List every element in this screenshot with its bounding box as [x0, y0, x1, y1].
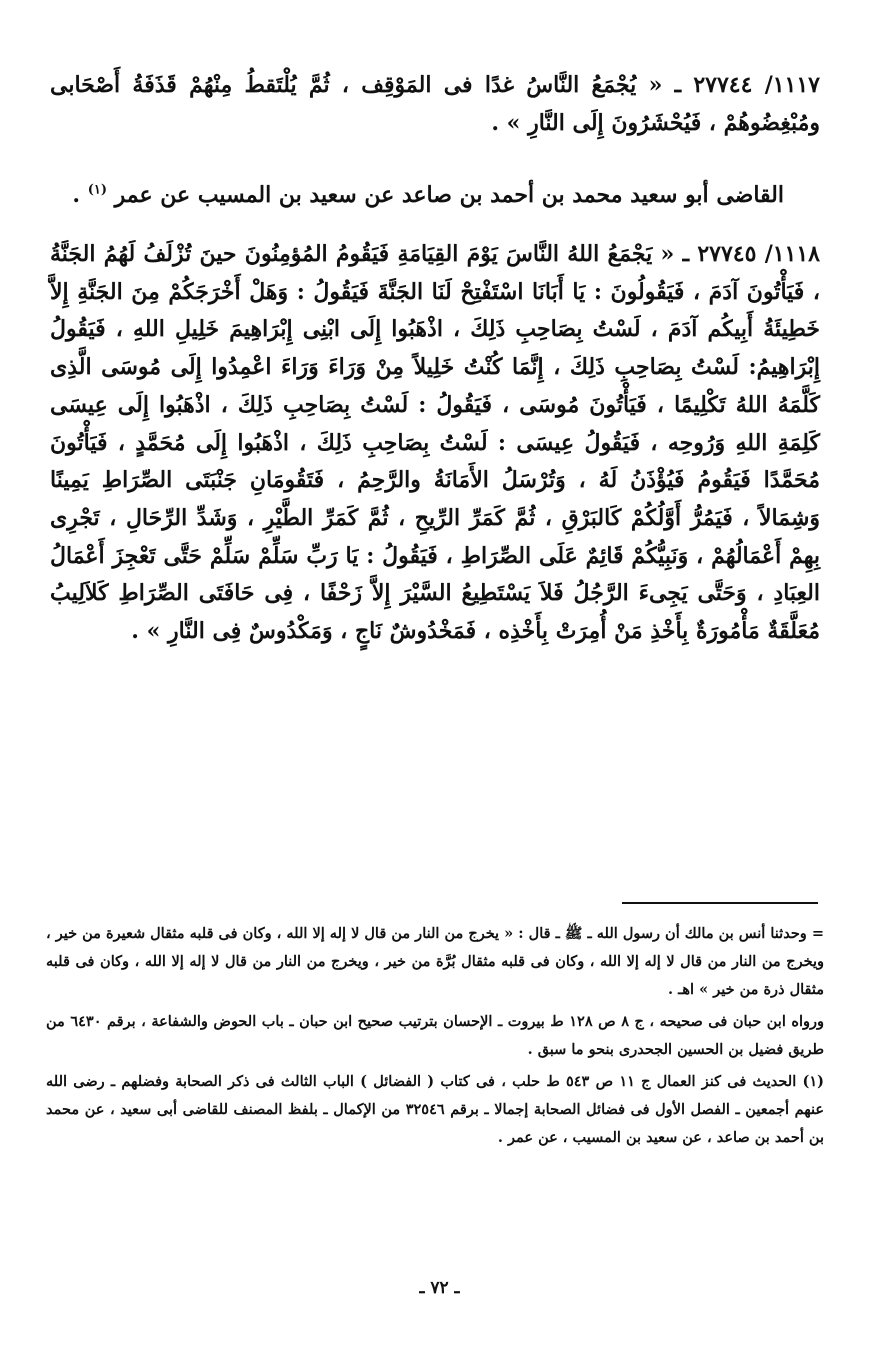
footnote-divider [622, 902, 818, 904]
hadith-1118 [50, 236, 820, 651]
footnotes [46, 920, 824, 1156]
hadith-number: ١١١٧/ ٢٧٧٤٤ ـ [674, 72, 820, 98]
hadith-text: « يُجْمَعُ النَّاسُ غدًا فى المَوْقِف ، ثُمَّ يُلْتَقطُ مِنْهُمْ قَذَفَةُ أَصْحَابى ومُبْغِضُوهُمْ ، فَيُحْشَرُونَ إِلَى النَّارِ » . [50, 72, 820, 136]
hadith-number: ١١١٨/ ٢٧٧٤٥ ـ [682, 241, 820, 267]
hadith-text: « يَجْمَعُ اللهُ النَّاسَ يَوْمَ القِيَامَةِ فَيَقُومُ المُؤمِنُونَ حينَ تُزْلَفُ لَهُمُ الجَنَّةُ ، فَيَأْتُونَ آدَمَ ، فَيَقُولُونَ : يَا أَبَانَا اسْتَفْتِحْ لَنَا الجَنَّةَ فَيَقُولُ : وَهَلْ أَخْرَجَكُمْ مِنَ الجَنَّةِ إِلاَّ خَطِيئَةُ أَبِيكُم آدَمَ ، لَسْتُ بِصَاحِبِ ذَلِكَ ، اذْهَبُوا إِلَى ابْنِى إِبْرَاهِيمَ خَلِيلِ اللهِ ، فَيَقُولُ إِبْرَاهِيمُ: لَسْتُ بِصَاحِبِ ذَلِكَ ، إِنَّمَا كُنْتُ خَلِيلاً مِنْ وَرَاءَ وَرَاءَ اعْمِدُوا إِلَى مُوسَى الَّذِى كَلَّمَهُ اللهُ تَكْلِيمًا ، فَيَأْتُونَ مُوسَى ، فَيَقُولُ : لَسْتُ بِصَاحِبِ ذَلِكَ ، اذْهَبُوا إِلَى عِيسَى كَلِمَةِ اللهِ وَرُوحِه ، فَيَقُولُ عِيسَى : لَسْتُ بِصَاحِبِ ذَلِكَ ، اذْهَبُوا إِلَى مُحَمَّدٍ ، فَيَأْتُونَ مُحَمَّدًا فَيَقُومُ فَيُؤْذَنُ لَهُ ، وَتُرْسَلُ الأَمَانَةُ والرَّحِمُ ، فَتَقُومَانِ جَنْبَتَى الصِّرَاطِ يَمِينًا وَشِمَالاً ، فَيَمُرُّ أَوَّلُكُمْ كَالبَرْقِ ، ثُمَّ كَمَرِّ الرِّيحِ ، ثُمَّ كَمَرِّ الطَّيْرِ ، وَشَدِّ الرِّحَالِ ، تَجْرِى بِهِمْ أَعْمَالُهُمْ ، وَنَبِيُّكُمْ قَائِمٌ عَلَى الصِّرَاطِ ، فَيَقُولُ : يَا رَبِّ سَلِّمْ سَلِّمْ حَتَّى تَعْجِزَ أَعْمَالُ العِبَادِ ، وَحَتَّى يَجِىءَ الرَّجُلُ فَلاَ يَسْتَطِيعُ السَّيْرَ إِلاَّ زَحْفًا ، فِى حَافَتَى الصِّرَاطِ كَلاَلِيبُ مُعَلَّقَةٌ مَأْمُورَةٌ بِأَخْذِ مَنْ أُمِرَتْ بِأَخْذِه ، فَمَخْدُوشٌ نَاجٍ ، وَمَكْدُوسٌ فِى النَّارِ » . [50, 241, 821, 645]
page-number: ـ ٧٢ ـ [419, 1278, 460, 1298]
footnote-reference: (١) [87, 182, 107, 198]
chain-end: . [72, 182, 81, 208]
footnote: = وحدثنا أنس بن مالك أن رسول الله ـ ﷺ ـ قال : « يخرج من النار من قال لا إله إلا الله ، وكان فى قلبه مثقال شعيرة من خير ، ويخرج من النار من قال لا إله إلا الله ، وكان فى قلبه مثقال بُرَّة من خير ، ويخرج من النار من قال لا إله إلا الله ، وكان فى قلبه مثقال ذرة من خير » اهـ . [46, 925, 824, 998]
footnote: (١) الحديث فى كنز العمال ج ١١ ص ٥٤٣ ط حلب ، فى كتاب ( الفضائل ) الباب الثالث فى ذكر الصحابة وفضلهم ـ رضى الله عنهم أجمعين ـ الفصل الأول فى فضائل الصحابة إجمالا ـ برقم ٣٢٥٤٦ من الإكمال ـ بلفظ المصنف للقاضى أبى سعيد ، عن محمد بن أحمد بن صاعد ، عن سعيد بن المسيب ، عن عمر . [46, 1073, 824, 1146]
hadith-1117 [50, 66, 820, 142]
footnote: ورواه ابن حبان فى صحيحه ، ج ٨ ص ١٢٨ ط بيروت ـ الإحسان بترتيب صحيح ابن حبان ـ باب الحوض والشفاعة ، برقم ٦٤٣٠ من طريق فضيل بن الحسين الجحدرى بنحو ما سبق . [46, 1013, 824, 1058]
chain-text: القاضى أبو سعيد محمد بن أحمد بن صاعد عن سعيد بن المسيب عن عمر [114, 182, 784, 208]
narration-chain [50, 176, 820, 214]
main-text [50, 66, 820, 651]
